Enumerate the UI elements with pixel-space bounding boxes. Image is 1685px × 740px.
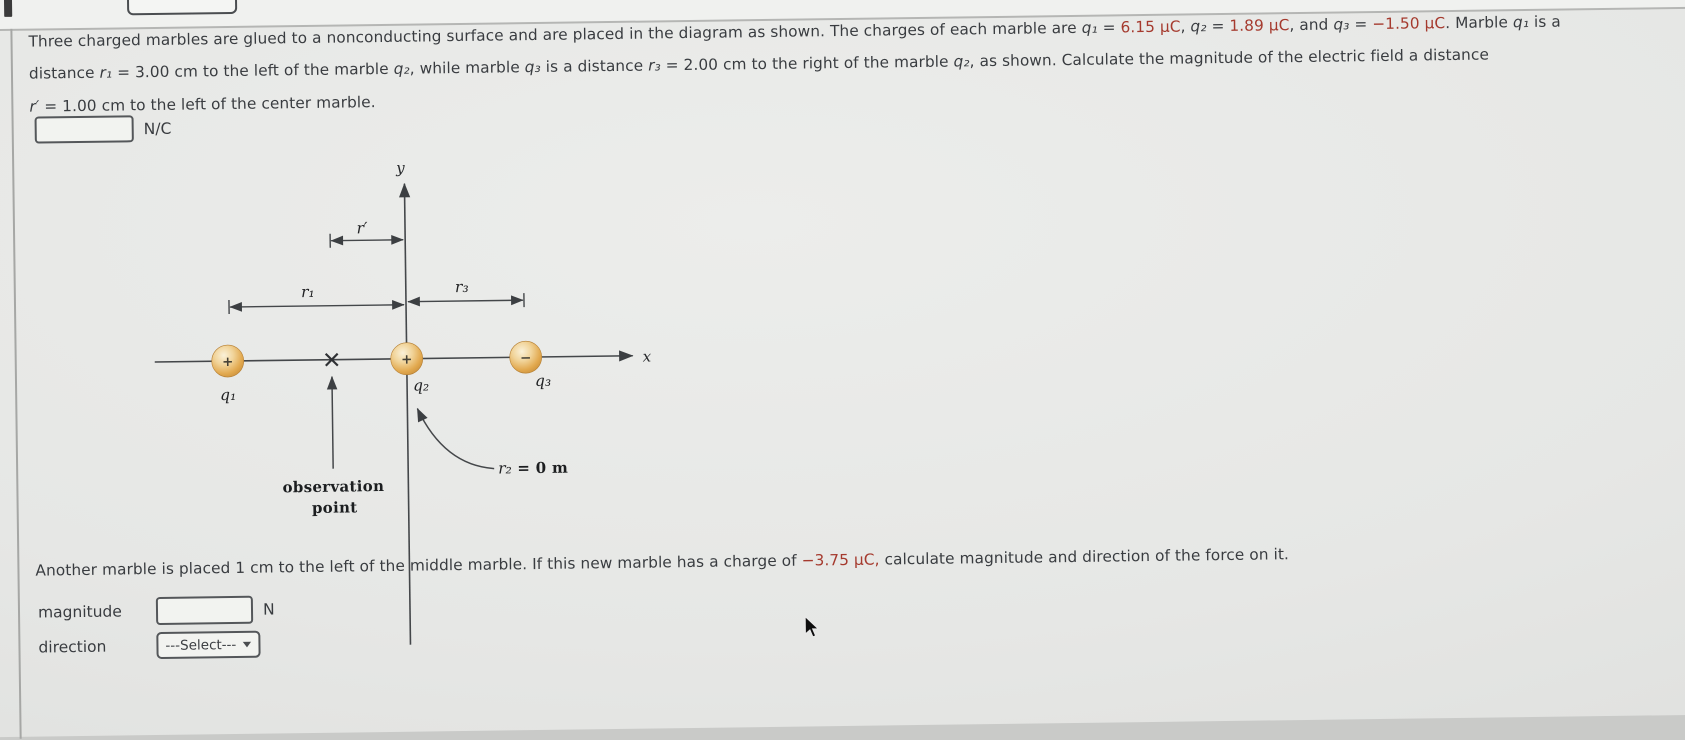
- efield-answer-input[interactable]: [35, 115, 134, 143]
- text-segment: distance: [29, 64, 100, 83]
- text-segment: is a distance: [541, 57, 649, 76]
- previous-answer-input-partial[interactable]: [127, 0, 237, 15]
- var-q1: q₁: [1513, 13, 1529, 31]
- q3-charge-sign: −: [520, 350, 532, 366]
- var-r-prime: r′: [29, 97, 39, 115]
- magnitude-row: [38, 595, 275, 626]
- text-segment: calculate magnitude and direction of the force on it.: [879, 545, 1289, 568]
- text-segment: =: [1098, 18, 1121, 36]
- r3-dimension-line: [408, 300, 523, 302]
- r-prime-dimension-line: [331, 240, 403, 241]
- cropped-ui-fragment: [4, 0, 12, 17]
- magnitude-unit-label: N: [263, 600, 275, 618]
- value-q3: −1.50 μC: [1372, 14, 1445, 33]
- text-segment: =: [1349, 15, 1372, 33]
- r1-dim-label: r₁: [301, 283, 315, 301]
- direction-select[interactable]: [156, 631, 260, 659]
- value-q2: 1.89 μC: [1229, 16, 1289, 35]
- q3-label: q₃: [535, 372, 551, 390]
- var-r1: r₁: [99, 64, 112, 82]
- direction-row: [38, 631, 260, 661]
- mouse-cursor: [803, 615, 821, 639]
- efield-answer-row: [35, 115, 172, 144]
- q2-charge-sign: +: [401, 352, 413, 368]
- r-prime-dim-label: r′: [356, 219, 368, 237]
- magnitude-input[interactable]: [156, 596, 253, 625]
- charges-diagram: [142, 151, 669, 658]
- y-axis-label: y: [395, 159, 405, 177]
- var-q2: q₂: [953, 53, 969, 71]
- observation-label-line2: point: [312, 498, 358, 517]
- text-segment: ,: [1180, 17, 1190, 35]
- observation-pointer-arrow: [332, 377, 333, 469]
- text-segment: . Marble: [1445, 13, 1513, 32]
- text-segment: , while marble: [410, 59, 525, 79]
- efield-unit-label: N/C: [144, 119, 172, 137]
- direction-label: direction: [38, 637, 156, 657]
- r2-curved-arrow: [417, 408, 494, 470]
- r3-dim-label: r₃: [455, 278, 469, 296]
- var-q2: q₂: [394, 60, 410, 78]
- chevron-down-icon: [242, 641, 251, 647]
- text-segment: = 3.00 cm to the left of the marble: [112, 60, 394, 82]
- var-q3: q₃: [525, 58, 541, 76]
- text-segment: is a: [1529, 13, 1561, 31]
- text-segment: = 1.00 cm to the left of the center marble.: [39, 93, 376, 115]
- var-r3: r₃: [648, 57, 661, 75]
- value-q1: 6.15 μC: [1120, 18, 1180, 37]
- problem-statement: [28, 4, 1683, 123]
- text-segment: Three charged marbles are glued to a nonconducting surface and are placed in the diagram as shown. The charges of each marble are: [28, 19, 1081, 51]
- q2-label: q₂: [413, 376, 429, 394]
- text-segment: , and: [1289, 16, 1333, 35]
- q1-charge-sign: +: [222, 354, 234, 370]
- q1-label: q₁: [220, 386, 236, 404]
- r1-dimension-line: [230, 305, 404, 307]
- r2-label: r₂ = 0 m: [498, 459, 568, 478]
- var-q3: q₃: [1333, 15, 1349, 33]
- magnitude-label: magnitude: [38, 602, 156, 622]
- text-segment: Another marble is placed 1 cm to the left of the middle marble. If this new marble has a charge of: [35, 552, 801, 580]
- value-new-charge: −3.75 μC,: [802, 551, 880, 570]
- x-axis-label: x: [643, 348, 652, 366]
- direction-select-value: ---Select---: [165, 636, 236, 653]
- text-segment: =: [1206, 17, 1229, 35]
- text-segment: = 2.00 cm to the right of the marble: [661, 53, 954, 75]
- text-segment: , as shown. Calculate the magnitude of the electric field a distance: [969, 46, 1489, 71]
- var-q2: q₂: [1190, 17, 1206, 35]
- panel-left-border: [10, 29, 21, 739]
- var-q1: q₁: [1082, 19, 1098, 37]
- observation-label-line1: observation: [282, 477, 384, 496]
